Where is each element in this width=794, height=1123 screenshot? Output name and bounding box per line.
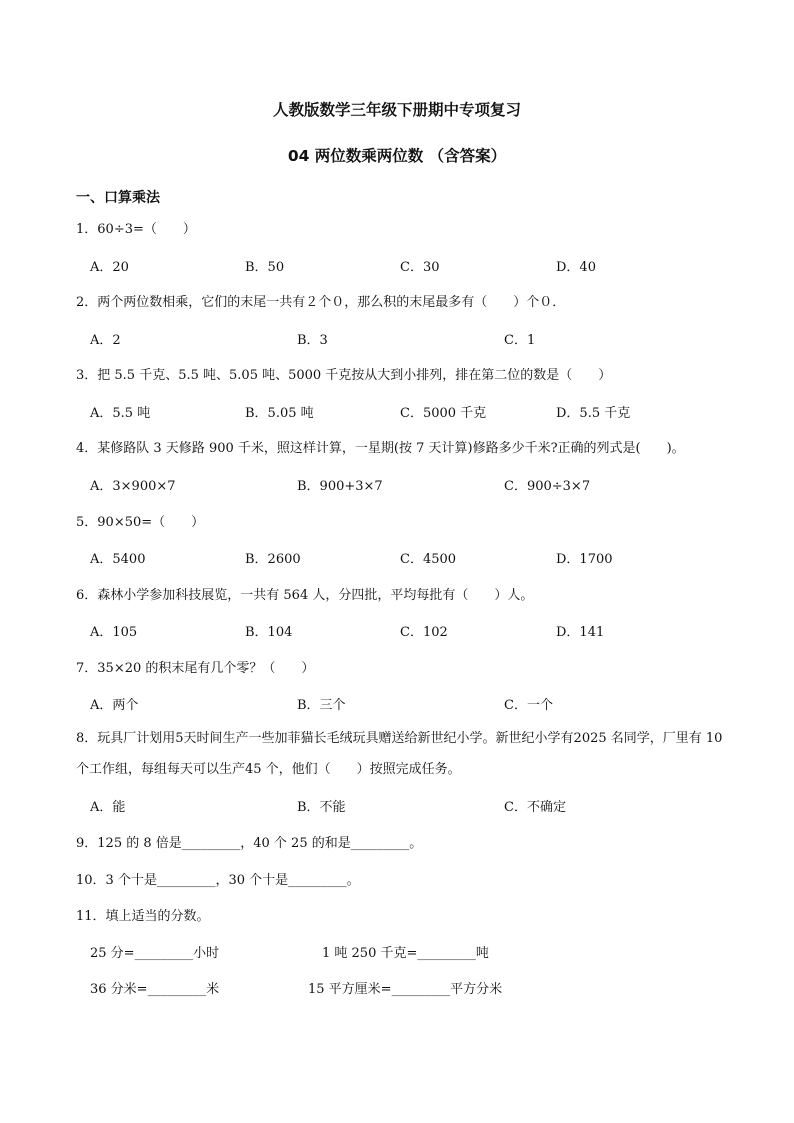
option-a: A．两个 [90,698,139,713]
option-b: B．三个 [297,698,346,713]
question-1: 1．60÷3=（ ） [76,222,196,237]
option-c: C．一个 [504,698,553,713]
option-b: B．104 [245,625,293,640]
option-c: C．4500 [400,552,457,567]
fill-blank-item: 15 平方厘米=_________平方分米 [308,982,503,997]
page-subtitle: 04 两位数乘两位数 （含答案） [287,147,507,165]
option-c: C．102 [400,625,448,640]
option-a: A．2 [90,333,121,348]
fill-blank-item: 1 吨 250 千克=_________吨 [322,946,489,961]
question-7: 7．35×20 的积末尾有几个零？（ ） [76,661,315,676]
option-b: B．50 [245,260,285,275]
option-a: A．105 [90,625,138,640]
question-11: 11．填上适当的分数。 [76,909,210,924]
option-b: B．3 [297,333,328,348]
question-3: 3．把 5.5 千克、5.5 吨、5.05 吨、5000 千克按从大到小排列，排在第二位的数是（ ） [76,368,612,383]
question-10: 10．3 个十是_________，30 个十是_________。 [76,873,360,888]
option-b: B．2600 [245,552,301,567]
option-b: B．5.05 吨 [245,406,314,421]
option-d: D．1700 [556,552,613,567]
option-a: A．5.5 吨 [90,406,151,421]
option-b: B．900+3×7 [297,479,383,494]
question-2: 2．两个两位数相乘，它们的末尾一共有２个０，那么积的末尾最多有（ ）个０． [76,295,566,310]
option-a: A．20 [90,260,129,275]
option-a: A．能 [90,800,126,815]
question-6: 6．森林小学参加科技展览，一共有 564 人，分四批，平均每批有（ ）人。 [76,588,534,603]
question-5: 5．90×50=（ ） [76,515,205,530]
option-c: C．30 [400,260,440,275]
option-c: C．不确定 [504,800,566,815]
option-a: A．5400 [90,552,146,567]
option-b: B．不能 [297,800,346,815]
option-c: C．1 [504,333,536,348]
option-c: C．5000 千克 [400,406,487,421]
option-d: D．5.5 千克 [556,406,631,421]
option-a: A．3×900×7 [90,479,176,494]
page-title: 人教版数学三年级下册期中专项复习 [272,101,521,119]
option-d: D．141 [556,625,605,640]
section-heading: 一、口算乘法 [76,190,160,206]
question-4: 4．某修路队 3 天修路 900 千米，照这样计算，一星期(按 7 天计算)修路多少千米?正确的列式是( )。 [76,441,685,456]
option-c: C．900÷3×7 [504,479,591,494]
fill-blank-item: 36 分米=_________米 [90,982,220,997]
fill-blank-item: 25 分=_________小时 [90,946,220,961]
question-9: 9．125 的 8 倍是_________，40 个 25 的和是_________。 [76,836,423,851]
option-d: D．40 [556,260,596,275]
question-8: 8．玩具厂计划用5天时间生产一些加菲猫长毛绒玩具赠送给新世纪小学。新世纪小学有2025 名同学，厂里有 10 个工作组，每组每天可以生产45 个，他们（ ）按照完成任务。 [76,731,723,777]
